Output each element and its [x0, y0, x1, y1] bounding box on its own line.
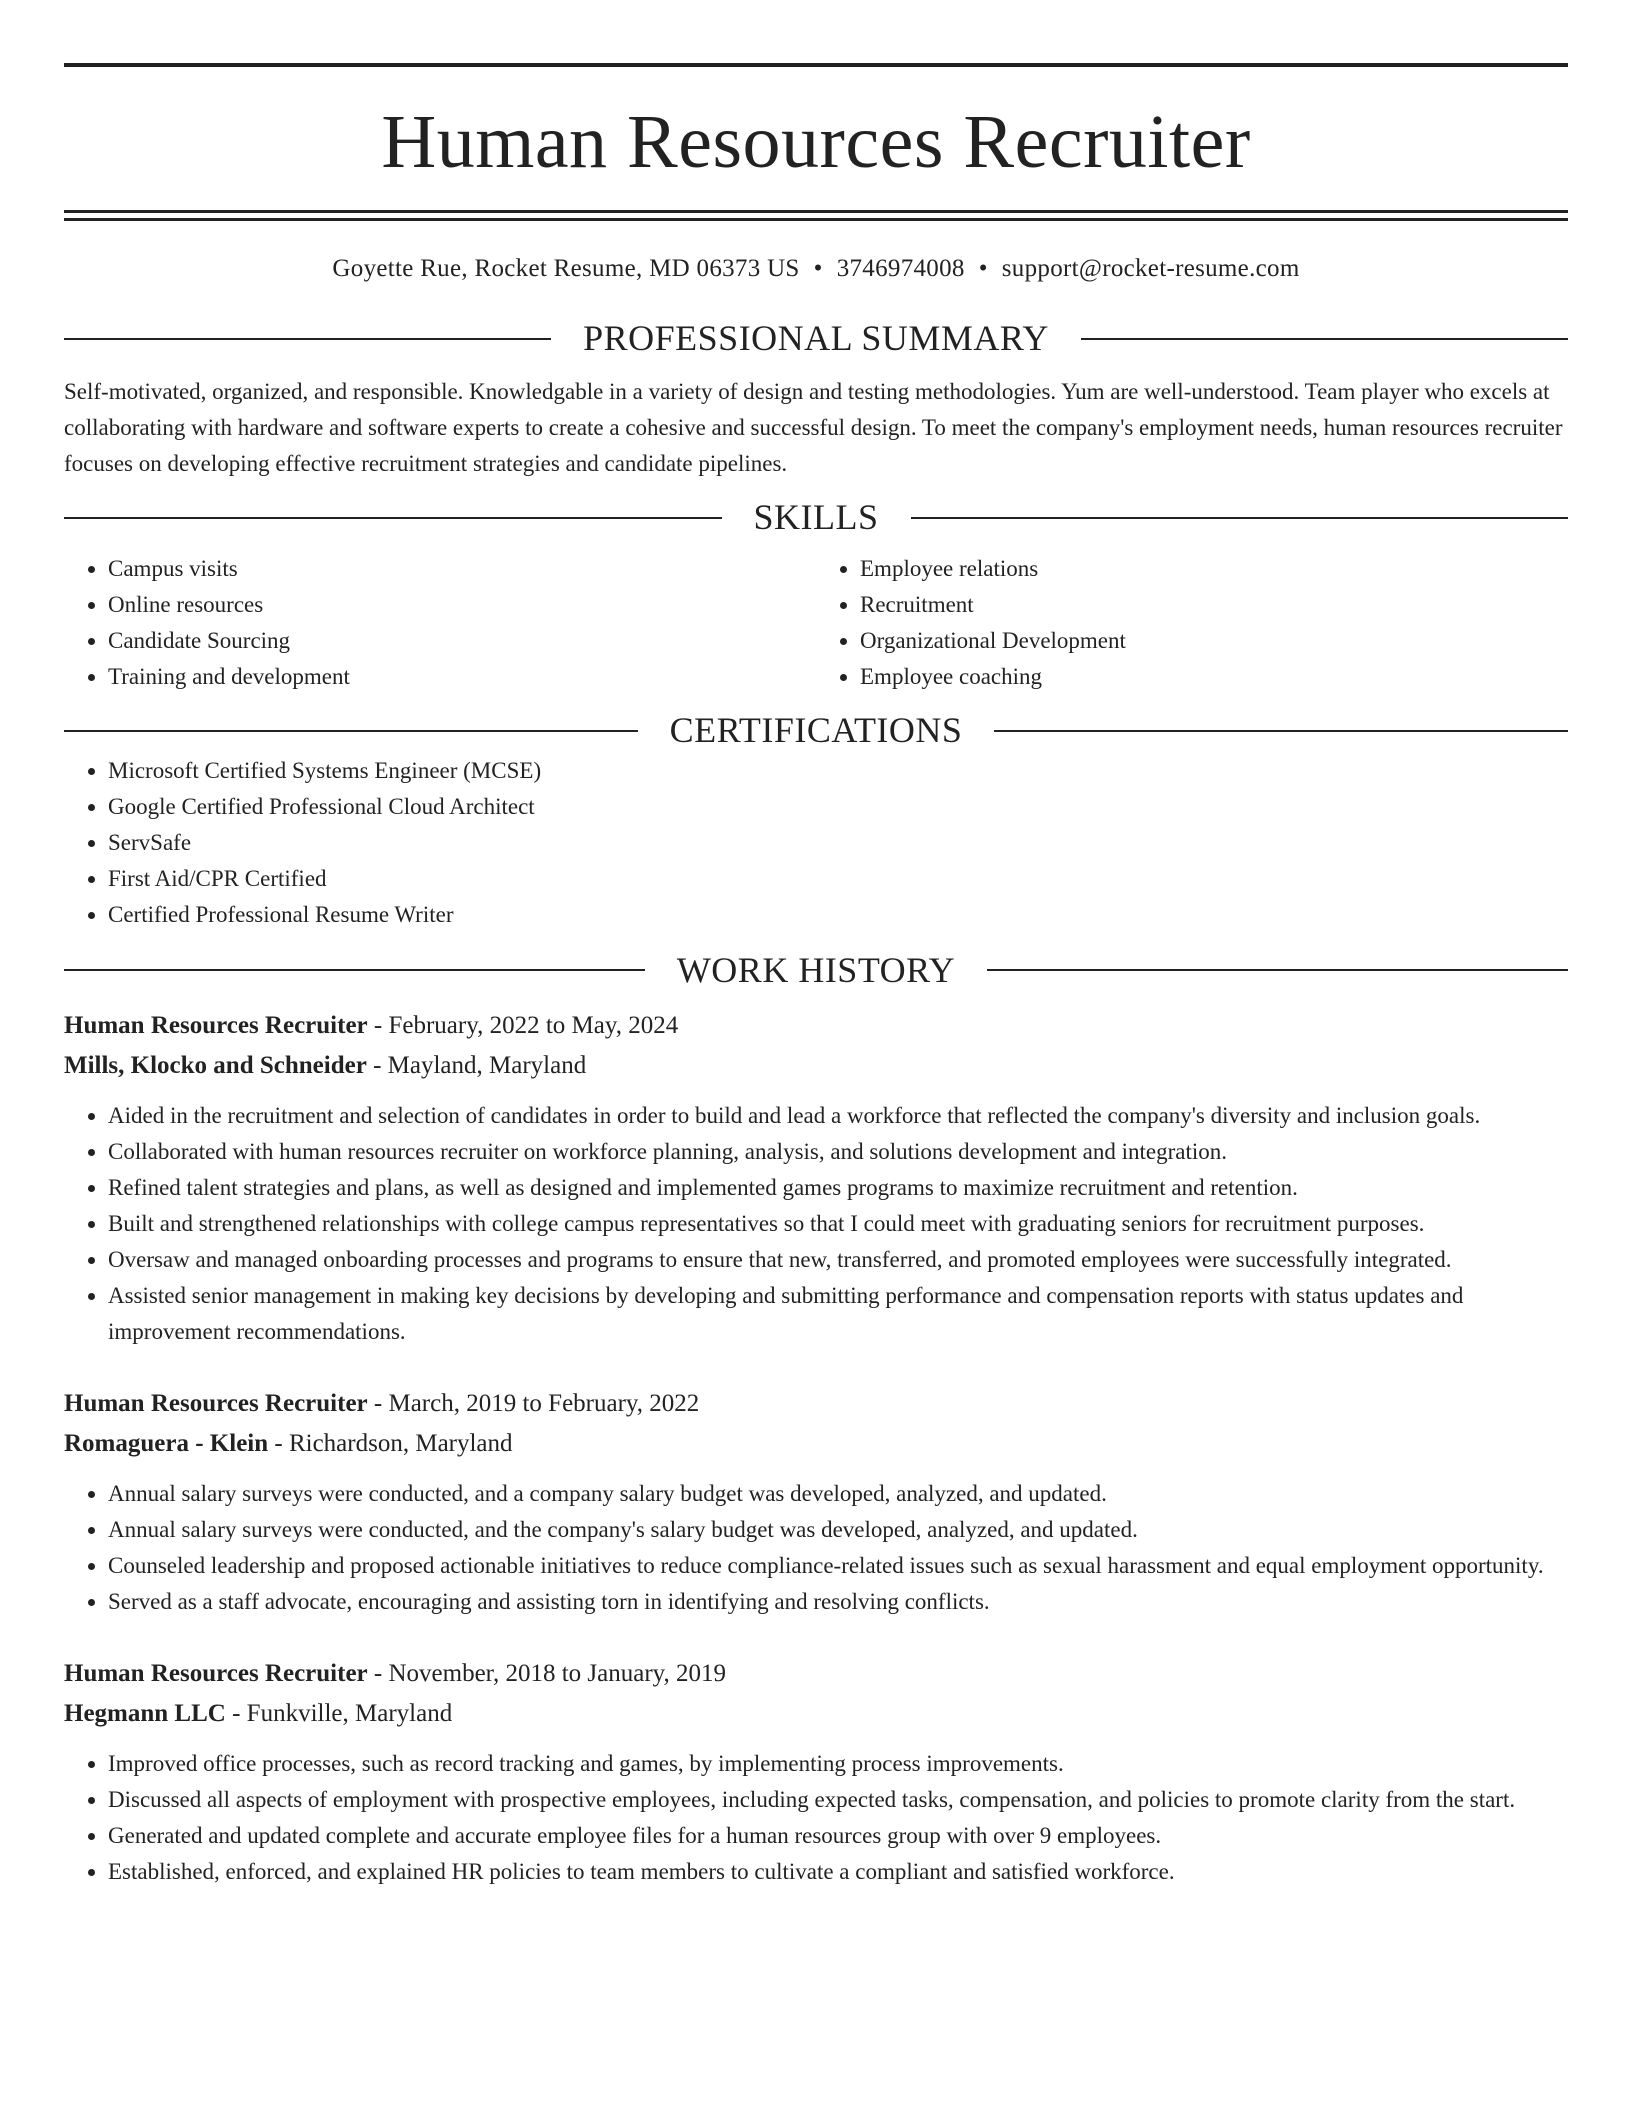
- header-bottom-rule-1: [64, 210, 1568, 213]
- certification-item: • First Aid/CPR Certified: [108, 861, 1568, 897]
- heading-rule-right: [987, 969, 1568, 971]
- job-title: Human Resources Recruiter: [64, 1389, 368, 1417]
- job-location: Mayland, Maryland: [387, 1051, 587, 1079]
- skill-item: • Online resources: [108, 587, 816, 623]
- job-bullet: • Refined talent strategies and plans, as well as designed and implemented games programs to maximize recruitment and retention.: [108, 1170, 1568, 1206]
- job-entry: [64, 1006, 1568, 1350]
- job-dates: February, 2022 to May, 2024: [388, 1011, 679, 1039]
- job-dash: -: [367, 1659, 389, 1687]
- job-title-line: [64, 1384, 1568, 1424]
- job-company-line: [64, 1046, 1568, 1086]
- contact-address: Goyette Rue, Rocket Resume, MD 06373 US: [332, 255, 800, 282]
- job-bullet: • Annual salary surveys were conducted, and a company salary budget was developed, analyzed, and updated.: [108, 1476, 1568, 1512]
- certifications-heading-label: CERTIFICATIONS: [669, 710, 963, 751]
- job-bullets: [64, 1746, 1568, 1890]
- job-entry: [64, 1654, 1568, 1890]
- job-dates: November, 2018 to January, 2019: [388, 1659, 727, 1687]
- header-top-rule: [64, 63, 1568, 67]
- heading-rule-left: [64, 338, 551, 340]
- skill-item: • Employee relations: [860, 551, 1568, 587]
- contact-line: [64, 255, 1568, 283]
- job-bullet: • Counseled leadership and proposed actionable initiatives to reduce compliance-related issues such as sexual harassment and equal employment opportunity.: [108, 1548, 1568, 1584]
- job-company: Mills, Klocko and Schneider: [64, 1051, 367, 1079]
- work-history-heading-label: WORK HISTORY: [676, 949, 956, 990]
- skill-item: • Campus visits: [108, 551, 816, 587]
- resume-page: [64, 0, 1568, 1890]
- job-dates: March, 2019 to February, 2022: [388, 1389, 700, 1417]
- job-bullet: • Assisted senior management in making key decisions by developing and submitting performance and compensation reports with status updates and improvement recommendations.: [108, 1278, 1568, 1350]
- job-bullet: • Annual salary surveys were conducted, and the company's salary budget was developed, analyzed, and updated.: [108, 1512, 1568, 1548]
- skills-list-right: [816, 551, 1568, 695]
- work-history-heading: [64, 949, 1568, 992]
- job-title: Human Resources Recruiter: [64, 1011, 368, 1039]
- job-bullet: • Discussed all aspects of employment with prospective employees, including expected tasks, compensation, and policies to promote clarity from the start.: [108, 1782, 1568, 1818]
- job-bullet: • Served as a staff advocate, encouraging and assisting torn in identifying and resolving conflicts.: [108, 1584, 1568, 1620]
- skill-item: • Employee coaching: [860, 659, 1568, 695]
- heading-rule-right: [994, 730, 1568, 732]
- job-title: Human Resources Recruiter: [64, 1659, 368, 1687]
- certification-item: • Google Certified Professional Cloud Architect: [108, 789, 1568, 825]
- summary-heading-label: PROFESSIONAL SUMMARY: [583, 318, 1049, 358]
- certification-item: • ServSafe: [108, 825, 1568, 861]
- job-entry: [64, 1384, 1568, 1620]
- job-bullet: • Aided in the recruitment and selection of candidates in order to build and lead a workforce that reflected the company's diversity and inclusion goals.: [108, 1098, 1568, 1134]
- job-dash: -: [268, 1429, 289, 1457]
- job-bullet: • Improved office processes, such as record tracking and games, by implementing process improvements.: [108, 1746, 1568, 1782]
- job-location: Richardson, Maryland: [288, 1429, 513, 1457]
- job-dash: -: [367, 1011, 389, 1039]
- job-title-line: [64, 1654, 1568, 1694]
- job-bullets: [64, 1098, 1568, 1350]
- job-company: Romaguera - Klein: [64, 1429, 269, 1457]
- summary-heading: [64, 317, 1568, 360]
- contact-separator: •: [813, 255, 823, 282]
- job-bullet: • Generated and updated complete and accurate employee files for a human resources group with over 9 employees.: [108, 1818, 1568, 1854]
- job-bullet: • Established, enforced, and explained HR policies to team members to cultivate a compliant and satisfied workforce.: [108, 1854, 1568, 1890]
- job-dash: -: [366, 1051, 388, 1079]
- job-bullet: • Collaborated with human resources recruiter on workforce planning, analysis, and solutions development and integration.: [108, 1134, 1568, 1170]
- certifications-heading: [64, 709, 1568, 752]
- heading-rule-right: [1081, 338, 1568, 340]
- summary-text: Self-motivated, organized, and responsible. Knowledgable in a variety of design and testing methodologies. Yum are well-understood. Team player who excels at collaborating with hardware and software experts to create a cohesive and successful design. To meet the company's employment needs, human resources recruiter focuses on developing effective recruitment strategies and candidate pipelines.: [64, 379, 1563, 477]
- certifications-list: [64, 753, 1568, 933]
- job-title-line: [64, 1006, 1568, 1046]
- job-bullet: • Built and strengthened relationships with college campus representatives so that I could meet with graduating seniors for recruitment purposes.: [108, 1206, 1568, 1242]
- job-bullets: [64, 1476, 1568, 1620]
- contact-phone: 3746974008: [836, 255, 965, 282]
- job-dash: -: [225, 1699, 247, 1727]
- job-company-line: [64, 1424, 1568, 1464]
- skills-heading: [64, 496, 1568, 539]
- job-company-line: [64, 1694, 1568, 1734]
- job-company: Hegmann LLC: [64, 1699, 226, 1727]
- heading-rule-left: [64, 969, 645, 971]
- skills-list-left: [64, 551, 816, 695]
- skill-item: • Candidate Sourcing: [108, 623, 816, 659]
- heading-rule-left: [64, 517, 722, 519]
- contact-separator: •: [978, 255, 988, 282]
- job-bullet: • Oversaw and managed onboarding processes and programs to ensure that new, transferred, and promoted employees were successfully integrated.: [108, 1242, 1568, 1278]
- certification-item: • Microsoft Certified Systems Engineer (MCSE): [108, 753, 1568, 789]
- skills-grid: [64, 551, 1568, 695]
- resume-name: Human Resources Recruiter: [381, 100, 1251, 184]
- skill-item: • Training and development: [108, 659, 816, 695]
- contact-email: support@rocket-resume.com: [1001, 255, 1300, 282]
- job-location: Funkville, Maryland: [246, 1699, 453, 1727]
- heading-rule-right: [911, 517, 1569, 519]
- skills-heading-label: SKILLS: [753, 497, 879, 538]
- certification-item: • Certified Professional Resume Writer: [108, 897, 1568, 933]
- skill-item: • Organizational Development: [860, 623, 1568, 659]
- job-dash: -: [367, 1389, 389, 1417]
- header-bottom-rule-2: [64, 218, 1568, 221]
- heading-rule-left: [64, 730, 638, 732]
- skill-item: • Recruitment: [860, 587, 1568, 623]
